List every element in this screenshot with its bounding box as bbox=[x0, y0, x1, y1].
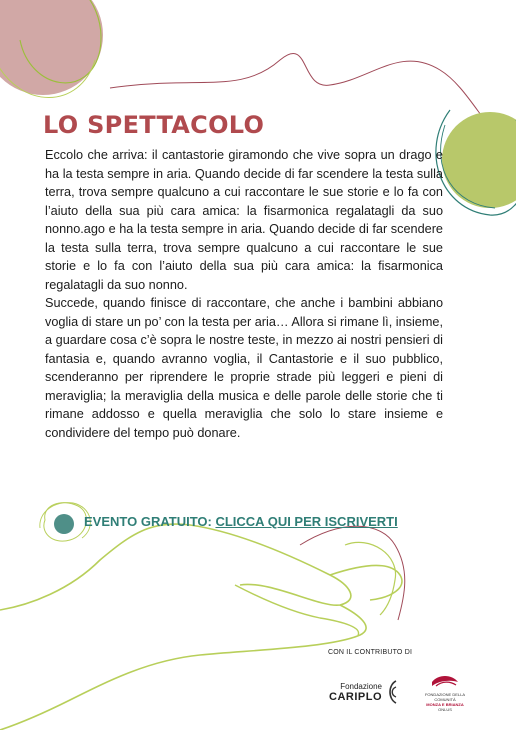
description-text bbox=[45, 146, 443, 442]
maroon-line-hand bbox=[300, 526, 405, 620]
hand-thumb-line bbox=[345, 542, 396, 615]
cariplo-mark-icon bbox=[384, 679, 398, 705]
comunita-logo-text bbox=[418, 692, 472, 712]
comunita-line1: FONDAZIONE DELLA COMUNITÀ bbox=[424, 692, 465, 702]
green-circle-decoration bbox=[442, 112, 516, 208]
fondazione-cariplo-logo bbox=[329, 681, 382, 703]
section-title: LO SPETTACOLO bbox=[43, 111, 265, 139]
paragraph-1: Eccolo che arriva: il cantastorie giramondo che vive sopra un drago e ha la testa sempre in aria. Quando decide di far scendere la testa sulla terra, trova sempre qualcuno a cui raccontare le sue storie e lo fa con l’aiuto della sua più cara amica: la fisarmonica regalatagli da suo nonno.ago e ha la testa sempre in aria. Quando decide di far scendere la testa sulla terra, trova sempre qualcuno a cui raccontare le sue storie e lo fa con l’aiuto della sua più cara amica: la fisarmonica regalatagli da suo nonno. bbox=[45, 148, 443, 292]
event-cta bbox=[84, 514, 398, 529]
comunita-line3: ONLUS bbox=[438, 707, 452, 712]
register-link[interactable]: CLICCA QUI PER ISCRIVERTI bbox=[215, 514, 398, 529]
paragraph-2: Succede, quando finisce di raccontare, che anche i bambini abbiano voglia di stare un po’ con la testa per aria… Allora si rimane lì, insieme, a guardare cosa c’è sopra le nostre teste, in mezzo ai nostri pensieri di fantasia e, quando avranno voglia, il Cantastorie e il suo pubblico, scenderanno per riprendere le proprie strade più leggeri e pieni di meraviglia; la meraviglia della musica e delle parole delle storie che ti rimane addosso e quella meraviglia che solo lo stare insieme e condividere del tempo può donare. bbox=[45, 296, 443, 440]
fondazione-cariplo-line1: Fondazione bbox=[340, 682, 382, 691]
teal-dot-decoration bbox=[54, 514, 74, 534]
cta-prefix: EVENTO GRATUITO: bbox=[84, 514, 216, 529]
contribution-label: CON IL CONTRIBUTO DI bbox=[328, 649, 413, 656]
comunita-line2: MONZA E BRIANZA bbox=[426, 702, 464, 707]
fondazione-cariplo-line2: CARIPLO bbox=[329, 691, 382, 703]
hand-finger-line bbox=[235, 585, 359, 635]
